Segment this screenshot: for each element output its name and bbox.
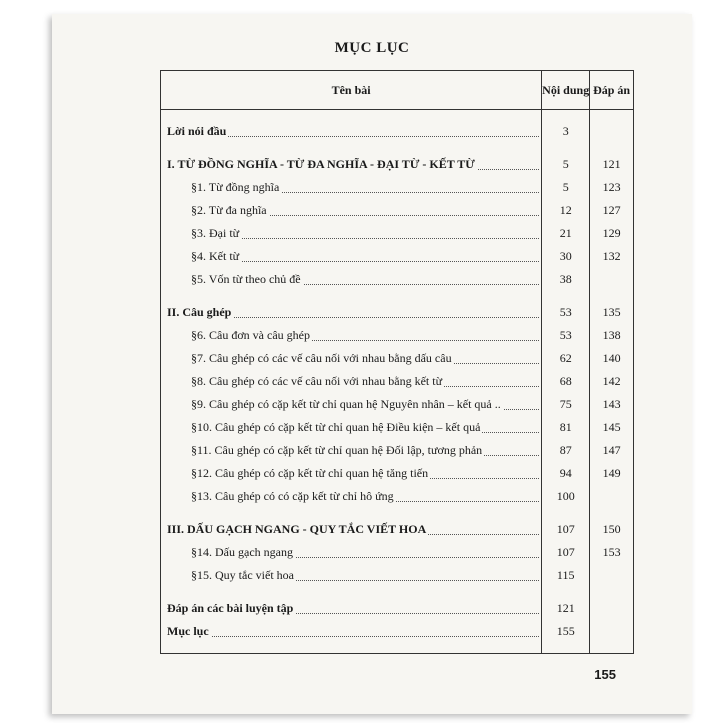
- toc-content-pages-column: [542, 110, 590, 654]
- toc-entry-label: Lời nói đầu: [167, 124, 227, 138]
- toc-answer-page: 145: [602, 420, 621, 434]
- toc-answer-page: 129: [602, 226, 621, 240]
- toc-section-title: [161, 518, 541, 541]
- toc-answer-pages-column: [590, 110, 634, 654]
- toc-content-page: 75: [559, 397, 572, 411]
- toc-answer-page: 121: [602, 157, 621, 171]
- toc-entry-label: Mục lục: [167, 624, 209, 638]
- toc-answer-page: 132: [602, 249, 621, 263]
- toc-answer-page: 149: [602, 466, 621, 480]
- row-spacer: [161, 110, 541, 120]
- toc-content-page: 107: [556, 545, 575, 559]
- row-spacer: [542, 643, 589, 653]
- toc-answer-page: 153: [602, 545, 621, 559]
- toc-lesson-title: [161, 245, 541, 268]
- toc-answer-page: [590, 268, 633, 291]
- toc-entry-label: §12. Câu ghép có cặp kết từ chỉ quan hệ tăng tiến: [191, 466, 429, 480]
- toc-names-column: [161, 110, 542, 654]
- toc-lesson-title: [161, 393, 541, 416]
- toc-lesson-title: [161, 485, 541, 508]
- toc-entry-label: §1. Từ đồng nghĩa: [191, 180, 280, 194]
- dot-leader: [167, 636, 539, 637]
- toc-section-title: [161, 120, 541, 143]
- toc-content-page: 30: [559, 249, 572, 263]
- toc-answer-page: [590, 485, 633, 508]
- toc-entry-label: §15. Quy tắc viết hoa: [191, 568, 294, 582]
- toc-entry-label: §3. Đại từ: [191, 226, 240, 240]
- toc-content-page: 87: [559, 443, 572, 457]
- toc-content-page: 53: [559, 328, 572, 342]
- toc-entry-label: §11. Câu ghép có cặp kết từ chỉ quan hệ Đối lập, tương phản: [191, 443, 483, 457]
- toc-answer-page: 127: [602, 203, 621, 217]
- toc-section-title: [161, 153, 541, 176]
- toc-content-page: 100: [556, 489, 575, 503]
- toc-entry-label: §13. Câu ghép có có cặp kết từ chỉ hô ứng: [191, 489, 394, 503]
- toc-lesson-title: [161, 370, 541, 393]
- toc-section-title: [161, 620, 541, 643]
- toc-lesson-title: [161, 541, 541, 564]
- toc-lesson-title: [161, 416, 541, 439]
- toc-content-page: 121: [556, 601, 575, 615]
- toc-content-page: 53: [559, 305, 572, 319]
- toc-content-page: 5: [562, 157, 569, 171]
- toc-answer-page: [590, 597, 633, 620]
- toc-lesson-title: [161, 176, 541, 199]
- toc-content-page: 94: [559, 466, 572, 480]
- toc-header-row: [161, 71, 634, 110]
- toc-table: [160, 70, 634, 654]
- toc-entry-label: §10. Câu ghép có cặp kết từ chỉ quan hệ Điều kiện – kết quả: [191, 420, 481, 434]
- toc-entry-label: §14. Dấu gạch ngang: [191, 545, 293, 559]
- toc-content-page: 5: [562, 180, 569, 194]
- row-spacer: [542, 143, 589, 153]
- toc-content-page: 3: [562, 124, 569, 138]
- toc-answer-page: 147: [602, 443, 621, 457]
- toc-content-page: 21: [559, 226, 572, 240]
- toc-entry-label: §7. Câu ghép có các vế câu nối với nhau bằng dấu câu: [191, 351, 452, 365]
- dot-leader: [191, 261, 539, 262]
- row-spacer: [161, 587, 541, 597]
- row-spacer: [542, 508, 589, 518]
- toc-lesson-title: [161, 564, 541, 587]
- row-spacer: [161, 291, 541, 301]
- toc-entry-label: §6. Câu đơn và câu ghép: [191, 328, 310, 342]
- toc-lesson-title: [161, 268, 541, 291]
- page-title: MỤC LỤC: [334, 40, 410, 56]
- toc-lesson-title: [161, 324, 541, 347]
- row-spacer: [590, 643, 633, 653]
- row-spacer: [590, 110, 633, 120]
- toc-answer-page: 138: [602, 328, 621, 342]
- toc-entry-label: Đáp án các bài luyện tập: [167, 601, 294, 615]
- toc-section-title: [161, 597, 541, 620]
- row-spacer: [161, 143, 541, 153]
- toc-answer-page: 143: [602, 397, 621, 411]
- toc-answer-page: [590, 564, 633, 587]
- toc-answer-page: 150: [602, 522, 621, 536]
- book-page: [52, 14, 692, 714]
- toc-lesson-title: [161, 462, 541, 485]
- header-name: Tên bài: [161, 71, 542, 110]
- toc-content-page: 115: [556, 568, 575, 582]
- row-spacer: [542, 110, 589, 120]
- toc-content-page: 68: [559, 374, 572, 388]
- toc-entry-label: II. Câu ghép: [167, 305, 232, 319]
- toc-lesson-title: [161, 222, 541, 245]
- toc-entry-label: I. TỪ ĐỒNG NGHĨA - TỪ ĐA NGHĨA - ĐẠI TỪ - KẾT TỪ: [167, 157, 475, 171]
- toc-entry-label: §9. Câu ghép có cặp kết từ chỉ quan hệ Nguyên nhân – kết quả ..: [191, 397, 501, 411]
- toc-content-page: 62: [559, 351, 572, 365]
- toc-entry-label: III. DẤU GẠCH NGANG - QUY TẮC VIẾT HOA: [167, 522, 427, 536]
- header-answer: Đáp án: [590, 71, 634, 110]
- toc-answer-page: 140: [602, 351, 621, 365]
- toc-content-page: 155: [556, 624, 575, 638]
- toc-entry-label: §5. Vốn từ theo chủ đề: [191, 272, 301, 286]
- page-number: 155: [594, 667, 616, 682]
- toc-lesson-title: [161, 199, 541, 222]
- row-spacer: [542, 587, 589, 597]
- dot-leader: [191, 238, 539, 239]
- toc-content-page: 107: [556, 522, 575, 536]
- toc-content-page: 12: [559, 203, 572, 217]
- toc-answer-page: [590, 120, 633, 143]
- header-content: Nội dung: [542, 71, 590, 110]
- row-spacer: [590, 143, 633, 153]
- toc-lesson-title: [161, 347, 541, 370]
- row-spacer: [590, 587, 633, 597]
- row-spacer: [161, 643, 541, 653]
- row-spacer: [590, 291, 633, 301]
- toc-answer-page: 142: [602, 374, 621, 388]
- toc-lesson-title: [161, 439, 541, 462]
- toc-section-title: [161, 301, 541, 324]
- toc-entry-label: §2. Từ đa nghĩa: [191, 203, 267, 217]
- toc-answer-page: 123: [602, 180, 621, 194]
- row-spacer: [590, 508, 633, 518]
- toc-content-page: 38: [559, 272, 572, 286]
- toc-entry-label: §4. Kết từ: [191, 249, 240, 263]
- toc-content-page: 81: [559, 420, 572, 434]
- toc-answer-page: [590, 620, 633, 643]
- row-spacer: [161, 508, 541, 518]
- toc-entry-label: §8. Câu ghép có các vế câu nối với nhau bằng kết từ: [191, 374, 443, 388]
- row-spacer: [542, 291, 589, 301]
- toc-answer-page: 135: [602, 305, 621, 319]
